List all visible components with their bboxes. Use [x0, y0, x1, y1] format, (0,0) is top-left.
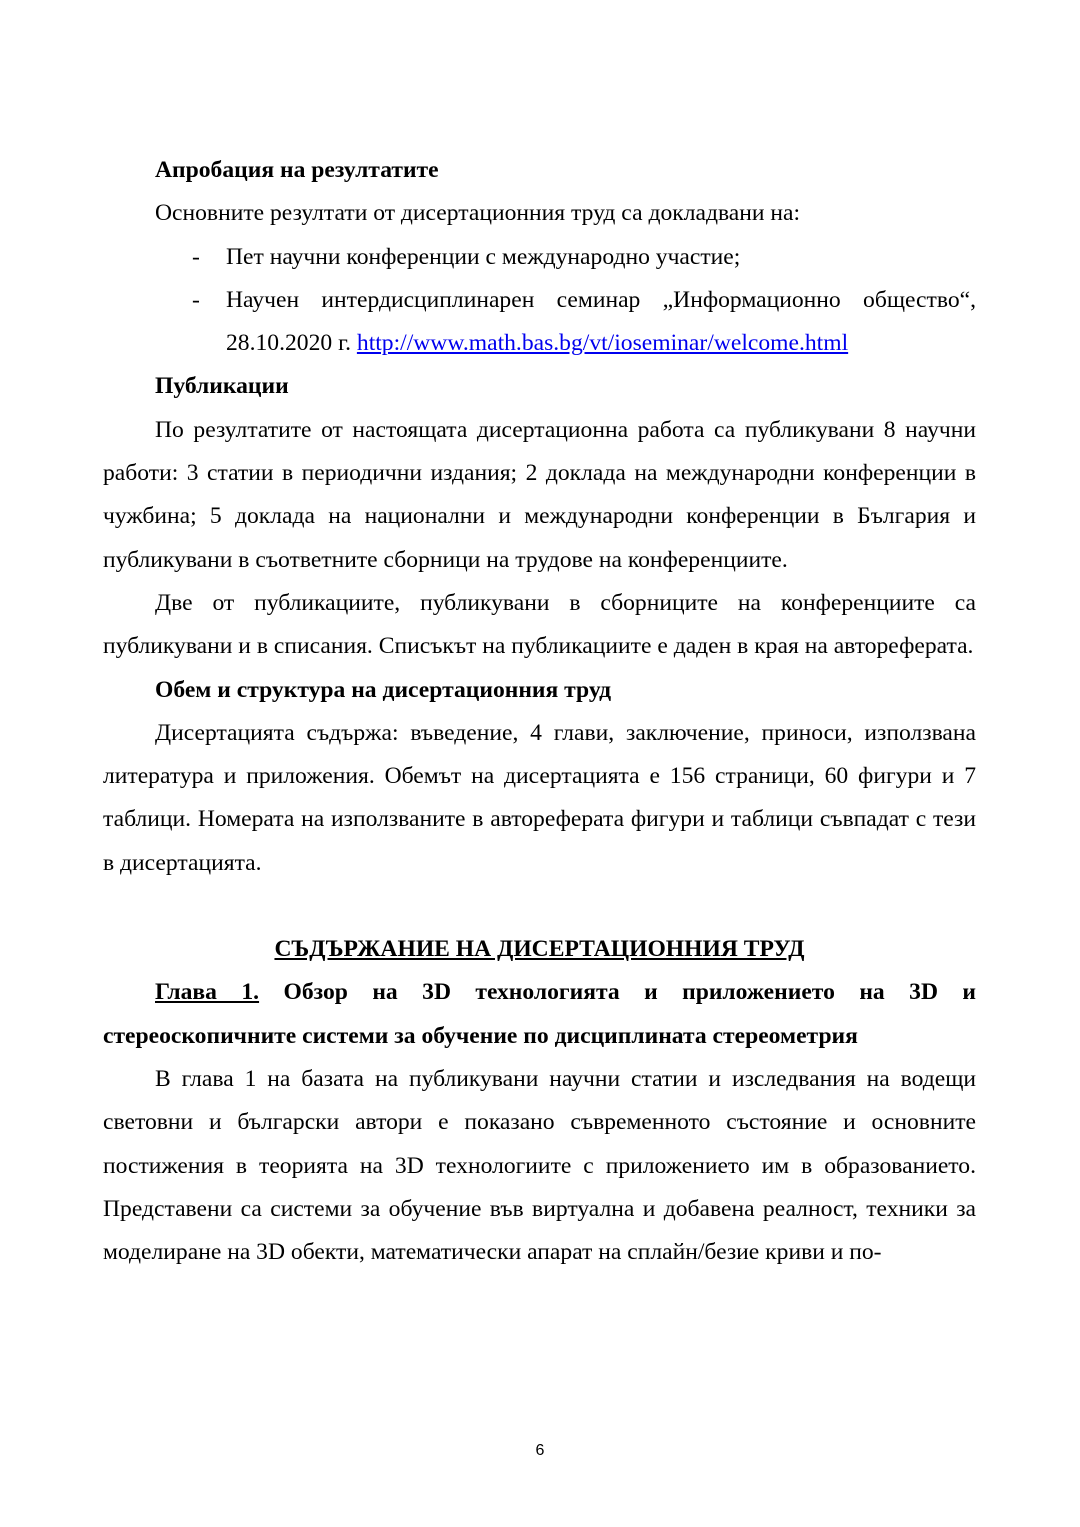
list-item-text: Научен интердисциплинарен семинар „Информационно общество“, 28.10.2020 г.: [226, 286, 976, 357]
page-number: 6: [535, 1442, 545, 1459]
chapter-title: Обзор на 3D технологията и приложението на 3D и стереоскопичните системи за обучение по дисциплината стереометрия: [103, 979, 977, 1049]
approbation-list: [103, 236, 976, 366]
section-title-publications: Публикации: [155, 373, 289, 400]
section-gap: [103, 885, 976, 928]
structure-paragraph: Дисертацията съдържа: въведение, 4 глави, заключение, приноси, използвана литература и приложения. Обемът на дисертацията е 156 страници, 60 фигури и 7 таблици. Номерата на използваните в автореферата фигури и таблици съвпадат с тези в дисертацията.: [103, 719, 976, 876]
approbation-intro: Основните резултати от дисертационния труд са докладвани на:: [155, 200, 801, 227]
list-item: [103, 279, 976, 366]
page-content: [103, 149, 976, 1274]
chapter-label: Глава 1.: [155, 979, 260, 1006]
publications-paragraph-1: По резултатите от настоящата дисертационна работа са публикувани 8 научни работи: 3 статии в периодични издания; 2 доклада на международни конференции в чужбина; 5 доклада на национални и международни конференции в България и публикувани в съответните сборници на трудове на конференциите.: [103, 416, 976, 573]
chapter-paragraph: В глава 1 на базата на публикувани научни статии и изследвания на водещи световни и български автори е показано съвременното състояние и основните постижения в теорията на 3D технологиите с приложението им в образованието. Представени са системи за обучение във виртуална и добавена реалност, техники за моделиране на 3D обекти, математически апарат на сплайн/безие криви и по-: [103, 1065, 976, 1266]
list-item: [103, 236, 976, 279]
publications-paragraph-2: Две от публикациите, публикувани в сборниците на конференциите са публикувани и в списания. Списъкът на публикациите е даден в края на автореферата.: [103, 589, 976, 660]
seminar-link[interactable]: http://www.math.bas.bg/vt/ioseminar/welcome.html: [356, 330, 849, 357]
section-title-structure: Обем и структура на дисертационния труд: [155, 676, 612, 703]
contents-title: СЪДЪРЖАНИЕ НА ДИСЕРТАЦИОННИЯ ТРУД: [274, 936, 805, 963]
list-dash: -: [192, 286, 200, 313]
chapter-heading: [103, 971, 976, 1058]
section-title-approbation: Апробация на резултатите: [155, 157, 439, 183]
list-item-text: Пет научни конференции с международно участие;: [226, 243, 741, 270]
list-dash: -: [192, 243, 200, 270]
